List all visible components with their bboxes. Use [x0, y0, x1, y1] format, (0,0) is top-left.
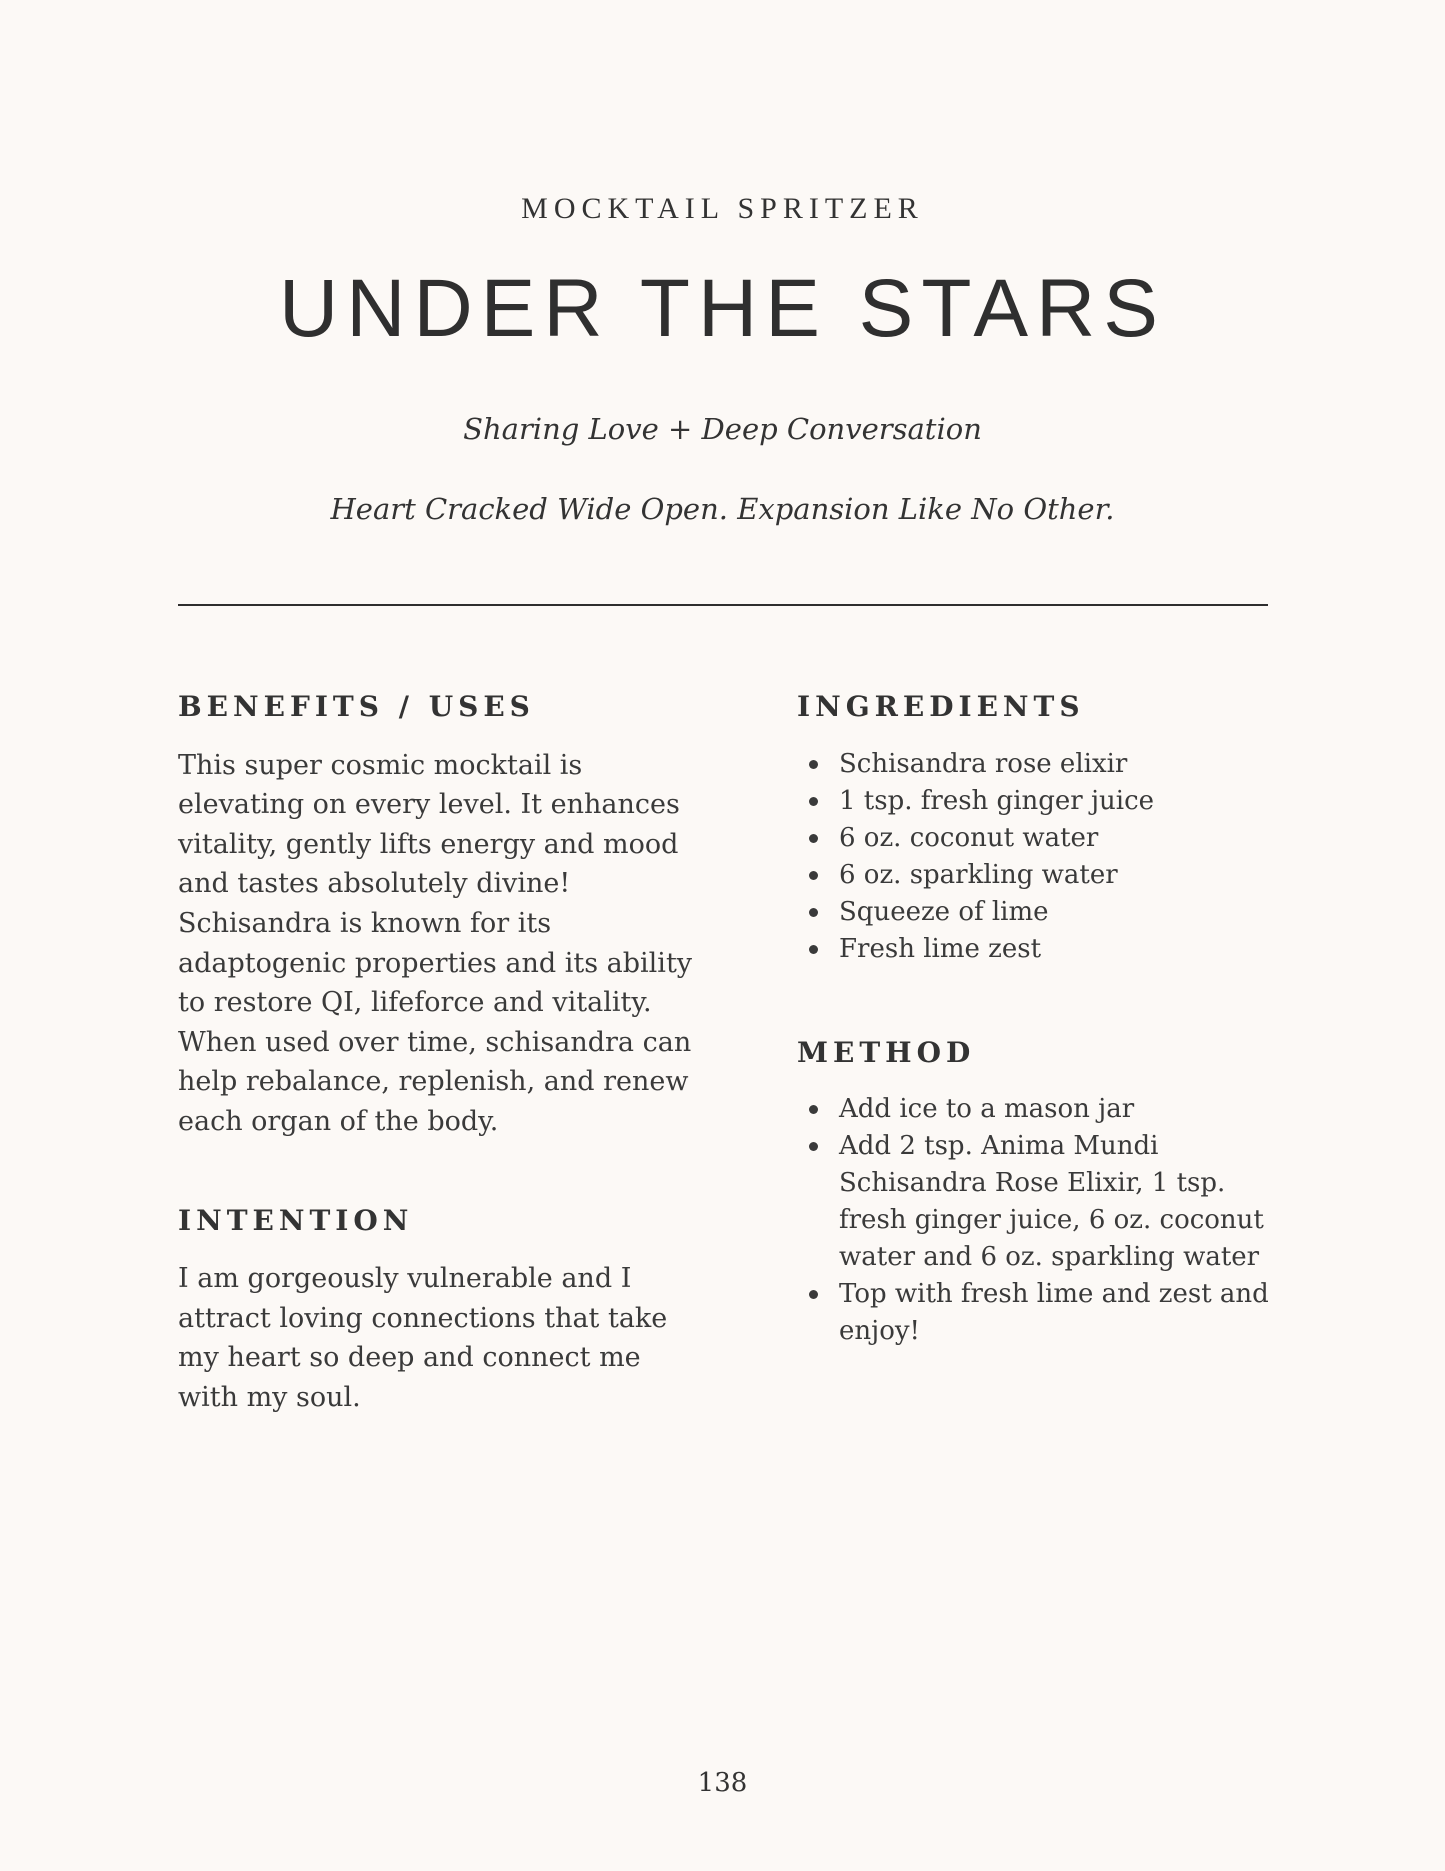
bullet-icon [809, 1105, 818, 1114]
ingredient-text: Squeeze of lime [839, 896, 1049, 927]
page-number: 138 [697, 1768, 748, 1798]
bullet-icon [809, 871, 818, 880]
method-list [797, 1091, 1297, 1350]
method-step-text: Add ice to a mason jar [839, 1094, 1135, 1125]
bullet-icon [809, 908, 818, 917]
list-item [839, 1276, 1297, 1350]
section-divider [178, 604, 1268, 606]
bullet-icon [809, 1290, 818, 1299]
intention-heading: INTENTION [178, 1203, 414, 1237]
recipe-category: MOCKTAIL SPRITZER [521, 192, 924, 225]
recipe-title: UNDER THE STARS [279, 263, 1166, 354]
ingredient-text: Fresh lime zest [839, 933, 1042, 964]
bullet-icon [809, 797, 818, 806]
ingredients-list [797, 746, 1297, 968]
method-step-text: Add 2 tsp. Anima Mundi Schisandra Rose Elixir, 1 tsp. fresh ginger juice, 6 oz. coconut water and 6 oz. sparkling water [839, 1131, 1264, 1273]
left-column [178, 690, 698, 1418]
benefits-heading: BENEFITS / USES [178, 690, 535, 723]
intention-section [178, 1204, 698, 1418]
bullet-icon [809, 760, 818, 769]
list-item [839, 1091, 1297, 1128]
ingredient-text: 1 tsp. fresh ginger juice [839, 785, 1155, 816]
ingredient-text: 6 oz. sparkling water [839, 859, 1118, 890]
list-item [839, 857, 1297, 894]
method-step-text: Top with fresh lime and zest and enjoy! [839, 1279, 1269, 1347]
method-section [797, 1036, 1297, 1351]
bullet-icon [809, 1142, 818, 1151]
method-heading: METHOD [797, 1035, 976, 1069]
ingredient-text: Schisandra rose elixir [839, 748, 1128, 779]
benefits-section [178, 690, 698, 1142]
list-item [839, 1128, 1297, 1276]
recipe-subtitle-theme: Sharing Love + Deep Conversation [463, 412, 982, 446]
right-column [797, 690, 1297, 1350]
ingredients-heading: INGREDIENTS [797, 690, 1085, 723]
recipe-subtitle-tagline: Heart Cracked Wide Open. Expansion Like No Other. [330, 492, 1115, 526]
ingredients-section [797, 690, 1297, 968]
benefits-text: This super cosmic mocktail is elevating on every level. It enhances vitality, gently lifts energy and mood and tastes absolutely divine! Schisandra is known for its adaptogenic properties and its ability to restore QI, lifeforce and vitality. When used over time, schisandra can help rebalance, replenish, and renew each organ of the body. [178, 749, 693, 1137]
list-item [839, 931, 1297, 968]
ingredient-text: 6 oz. coconut water [839, 822, 1099, 853]
bullet-icon [809, 945, 818, 954]
bullet-icon [809, 834, 818, 843]
list-item [839, 783, 1297, 820]
list-item [839, 894, 1297, 931]
list-item [839, 820, 1297, 857]
list-item [839, 746, 1297, 783]
intention-text: I am gorgeously vulnerable and I attract loving connections that take my heart so deep and connect me with my soul. [178, 1263, 668, 1413]
